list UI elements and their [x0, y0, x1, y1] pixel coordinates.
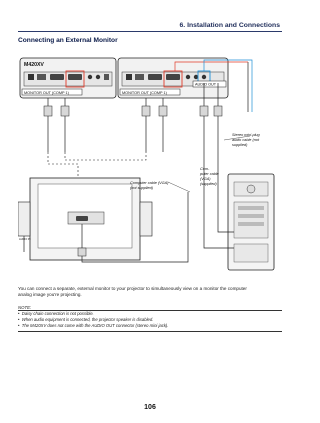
stereo-cable-line-1: Stereo mini-plug: [232, 133, 260, 137]
note-heading: NOTE:: [18, 305, 32, 310]
model-label: M420XV: [24, 62, 44, 68]
note-item: • Daisy chain connection is not possible.: [18, 311, 169, 317]
stereo-cable-line-2: audio cable (not: [232, 138, 260, 142]
body-paragraph: [18, 286, 282, 299]
vga-cable-line-2: puter cable: [200, 172, 219, 176]
header-rule: [18, 31, 282, 32]
body-line-2: analog image you're projecting.: [18, 292, 82, 298]
section-title: Connecting an External Monitor: [18, 37, 118, 44]
vga-cable-label: [199, 167, 219, 186]
computer-tower: [228, 174, 274, 270]
monitor-audio-label: AUDIO IN: [19, 238, 31, 241]
vga-cable-line-3: (VGA): [200, 177, 211, 181]
computer-cable-line-2: (not supplied): [130, 186, 154, 190]
note-list: [18, 311, 169, 330]
audio-out-label: AUDIO OUT: [195, 82, 217, 87]
vga-cable-line-4: (supplied): [200, 182, 217, 186]
computer-cable-line-1: Computer cable (VGA): [130, 181, 169, 185]
projector-m420xv: [20, 58, 116, 98]
vga-cable-line-1: Com-: [200, 167, 210, 171]
connection-diagram-svg: [18, 52, 282, 277]
port-label-1: MONITOR OUT (COMP 1): [24, 90, 69, 95]
projector-2: [118, 58, 228, 98]
port-label-2: MONITOR OUT (COMP 1): [122, 90, 167, 95]
external-monitor: [18, 178, 152, 260]
page-number: 106: [144, 404, 156, 411]
cable-connectors: [44, 106, 222, 116]
note-rule-bottom: [18, 331, 282, 332]
body-line-1: You can connect a separate, external monitor to your projector to simultaneously view on a monitor the computer: [18, 286, 247, 291]
note-item: • When audio equipment is connected, the projector speaker is disabled.: [18, 317, 169, 323]
connection-diagram: [18, 52, 282, 277]
chapter-title: 6. Installation and Connections: [179, 22, 280, 29]
stereo-cable-line-3: supplied): [232, 143, 248, 147]
stereo-cable-label: [224, 133, 261, 147]
note-item: • The M420XV does not come with the AUDIO OUT connector (stereo mini jack).: [18, 323, 169, 329]
